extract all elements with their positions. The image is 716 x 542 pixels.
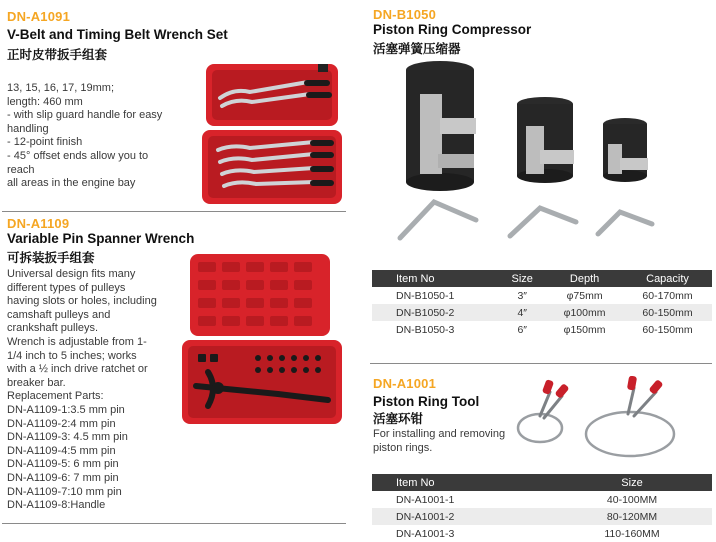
section-divider — [370, 363, 712, 364]
table-cell: DN-A1001-3 — [396, 527, 455, 540]
table-header-row — [372, 474, 712, 491]
table-row — [372, 287, 712, 304]
desc-line: with a ½ inch drive ratchet or — [7, 363, 148, 376]
desc-line: DN-A1109-4:5 mm pin — [7, 444, 116, 457]
product-description-a1109 — [7, 268, 157, 513]
desc-line: length: 460 mm — [7, 95, 83, 108]
desc-line: 1/4 inch to 5 inches; works — [7, 349, 137, 362]
column-header: Item No — [372, 270, 498, 287]
desc-line: 13, 15, 16, 17, 19mm; — [7, 82, 115, 94]
table-row — [372, 508, 712, 525]
table-cell: DN-A1001-2 — [372, 508, 552, 525]
table-cell: 3″ — [517, 289, 527, 302]
desc-line: Replacement Parts: — [7, 390, 104, 403]
desc-line: For installing and removing — [373, 428, 506, 440]
product-title-a1001: Piston Ring Tool — [373, 394, 480, 409]
column-header: Depth — [546, 270, 623, 287]
table-cell: 110-160MM — [604, 527, 660, 540]
product-code-a1001: DN-A1001 — [373, 376, 437, 391]
table-cell: φ150mm — [563, 323, 606, 336]
table-cell: φ75mm — [566, 289, 603, 302]
a1001-spec-table — [372, 474, 712, 542]
product-title-b1050: Piston Ring Compressor — [373, 22, 532, 37]
table-cell: 40-100MM — [606, 493, 658, 506]
table-row — [372, 321, 712, 338]
table-cell: 4″ — [498, 304, 546, 321]
desc-line: reach — [7, 163, 35, 176]
table-cell: 60-150mm — [623, 304, 712, 321]
belt-wrench-case-image — [198, 58, 348, 208]
desc-line: handling — [7, 122, 49, 135]
product-title-a1109: Variable Pin Spanner Wrench — [7, 231, 195, 246]
desc-line: - 45° offset ends allow you to — [7, 149, 149, 162]
section-divider — [2, 523, 346, 524]
product-title-cn-a1109: 可拆装扳手组套 — [7, 251, 95, 265]
section-divider — [2, 211, 346, 212]
desc-line: DN-A1109-1:3.5 mm pin — [7, 403, 125, 416]
table-header-row — [372, 270, 712, 287]
desc-line: DN-A1109-5: 6 mm pin — [7, 458, 119, 471]
table-cell: DN-A1001-1 — [396, 493, 455, 506]
product-code-a1091: DN-A1091 — [7, 9, 71, 24]
desc-line: DN-A1109-2:4 mm pin — [7, 417, 116, 430]
column-header: Size — [498, 270, 546, 287]
product-code-a1109: DN-A1109 — [7, 216, 70, 231]
column-header: Capacity — [623, 270, 712, 287]
desc-line: Wrench is adjustable from 1- — [7, 335, 147, 348]
table-cell: 60-150mm — [642, 323, 693, 336]
table-row — [372, 525, 712, 542]
table-cell: 60-170mm — [642, 289, 693, 302]
product-description-a1001 — [373, 428, 505, 455]
table-row — [372, 304, 712, 321]
desc-line: DN-A1109-6: 7 mm pin — [7, 471, 119, 484]
table-cell: DN-B1050-1 — [396, 289, 455, 302]
desc-line: different types of pulleys — [7, 281, 126, 294]
table-cell: 6″ — [517, 323, 527, 336]
table-cell: 80-120MM — [552, 508, 712, 525]
desc-line: DN-A1109-7:10 mm pin — [7, 485, 122, 498]
product-title-cn-b1050: 活塞弹簧压缩器 — [373, 42, 461, 56]
piston-ring-compressor-image — [380, 58, 700, 258]
desc-line: all areas in the engine bay — [7, 177, 136, 190]
desc-line: crankshaft pulleys. — [7, 322, 99, 335]
column-header: Size — [552, 474, 712, 491]
product-code-b1050: DN-B1050 — [373, 7, 437, 22]
pin-spanner-case-image — [178, 248, 348, 428]
desc-line: - with slip guard handle for easy — [7, 109, 163, 122]
product-title-a1091: V-Belt and Timing Belt Wrench Set — [7, 27, 228, 42]
desc-line: DN-A1109-3: 4.5 mm pin — [7, 431, 128, 444]
table-cell: DN-B1050-2 — [372, 304, 498, 321]
table-cell: φ100mm — [546, 304, 623, 321]
desc-line: camshaft pulleys and — [7, 308, 111, 321]
product-title-cn-a1091: 正时皮带扳手组套 — [7, 48, 108, 62]
table-cell: DN-B1050-3 — [396, 323, 455, 336]
table-row — [372, 491, 712, 508]
desc-line: breaker bar. — [7, 376, 66, 389]
column-header: Item No — [372, 474, 552, 491]
product-title-cn-a1001: 活塞环钳 — [373, 412, 424, 426]
desc-line: - 12-point finish — [7, 136, 83, 149]
b1050-spec-table — [372, 270, 712, 338]
desc-line: DN-A1109-8:Handle — [7, 499, 106, 512]
piston-ring-pliers-image — [510, 376, 706, 466]
product-description-a1091 — [7, 82, 162, 191]
desc-line: piston rings. — [373, 441, 433, 454]
desc-line: having slots or holes, including — [7, 295, 157, 308]
desc-line: Universal design fits many — [7, 268, 136, 280]
